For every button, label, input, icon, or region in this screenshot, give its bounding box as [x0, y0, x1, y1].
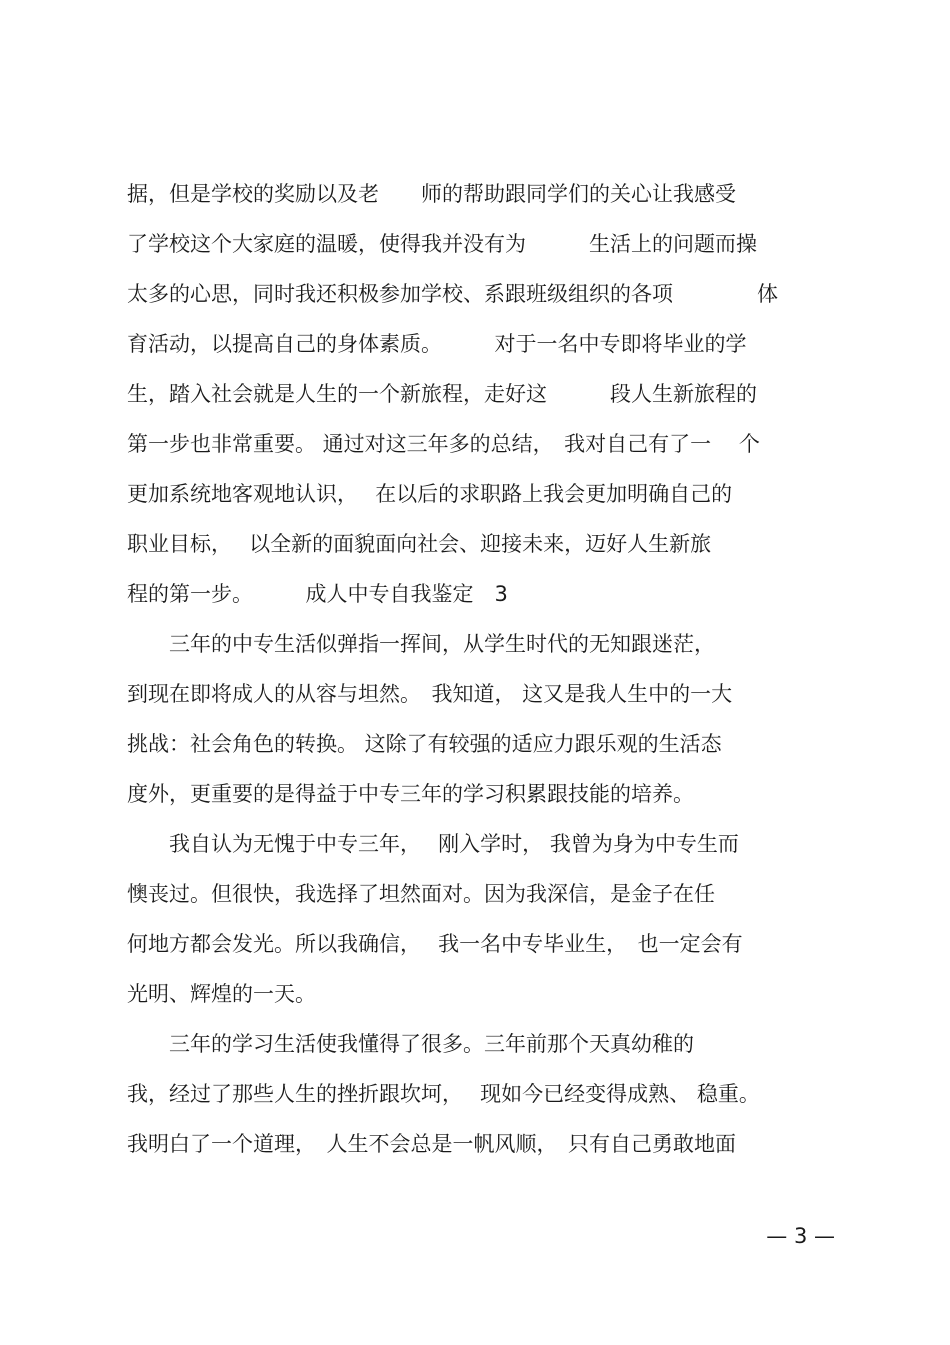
text-line: 更加系统地客观地认识， 在以后的求职路上我会更加明确自己的 [127, 482, 733, 506]
text-line: 据，但是学校的奖励以及老 师的帮助跟同学们的关心让我感受 [127, 182, 736, 206]
text-line: 度外，更重要的是得益于中专三年的学习积累跟技能的培养。 [127, 782, 694, 806]
text-line: 太多的心思，同时我还积极参加学校、系跟班级组织的各项 体 [127, 282, 778, 306]
text-line: 职业目标， 以全新的面貌面向社会、迎接未来，迈好人生新旅 [127, 532, 712, 556]
text-line: 我，经过了那些人生的挫折跟坎坷， 现如今已经变得成熟、 稳重。 [127, 1082, 760, 1106]
text-line: 程的第一步。 成人中专自我鉴定 3 [127, 582, 508, 606]
text-line: 第一步也非常重要。 通过对这三年多的总结， 我对自己有了一 个 [127, 432, 760, 456]
text-line: 生，踏入社会就是人生的一个新旅程，走好这 段人生新旅程的 [127, 382, 757, 406]
text-line: 三年的中专生活似弹指一挥间，从学生时代的无知跟迷茫， [127, 632, 715, 656]
text-line: 三年的学习生活使我懂得了很多。三年前那个天真幼稚的 [127, 1032, 694, 1056]
text-line: 光明、辉煌的一天。 [127, 982, 316, 1006]
page-number: — 3 — [766, 1224, 835, 1248]
text-line: 到现在即将成人的从容与坦然。 我知道， 这又是我人生中的一大 [127, 682, 733, 706]
text-line: 我自认为无愧于中专三年， 刚入学时， 我曾为身为中专生而 [127, 832, 739, 856]
text-line: 育活动，以提高自己的身体素质。 对于一名中专即将毕业的学 [127, 332, 747, 356]
text-line: 懊丧过。但很快，我选择了坦然面对。因为我深信，是金子在任 [127, 882, 715, 906]
text-line: 了学校这个大家庭的温暖，使得我并没有为 生活上的问题而操 [127, 232, 757, 256]
text-line: 何地方都会发光。所以我确信， 我一名中专毕业生， 也一定会有 [127, 932, 743, 956]
text-line: 我明白了一个道理， 人生不会总是一帆风顺， 只有自己勇敢地面 [127, 1132, 736, 1156]
text-line: 挑战：社会角色的转换。 这除了有较强的适应力跟乐观的生活态 [127, 732, 722, 756]
